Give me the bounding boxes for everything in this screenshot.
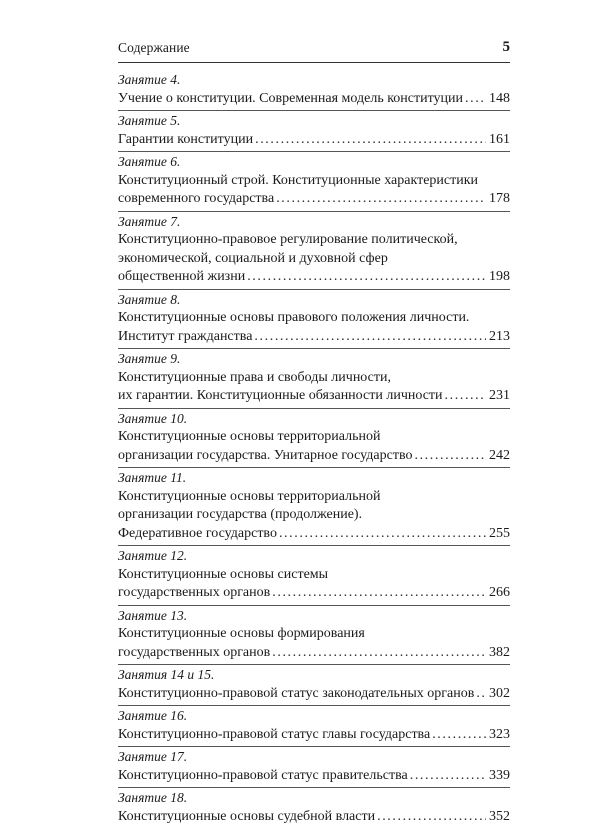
- header-rule: [118, 62, 510, 63]
- toc-entry: [118, 664, 510, 705]
- toc-entry-title-line: общественной жизни: [118, 269, 246, 284]
- toc-entry-title-line: Учение о конституции. Современная модель конституции: [118, 90, 464, 106]
- dot-leader: [279, 525, 486, 544]
- toc-entry-page-number: 255: [489, 525, 510, 541]
- toc-entry-label: Занятие 4.: [118, 72, 181, 87]
- dot-leader: [432, 726, 486, 745]
- toc-entry-title-line: современного государства: [118, 191, 275, 206]
- toc-entry-label: Занятие 8.: [118, 291, 181, 307]
- toc-entry-label: Занятие 18.: [118, 790, 188, 805]
- toc-entry-final-line: [118, 268, 510, 287]
- toc-entry-page-number: 242: [489, 447, 510, 463]
- dot-leader: [255, 131, 486, 150]
- toc-entry-final-line: [118, 387, 510, 406]
- toc-entry-page-number: 323: [489, 726, 510, 742]
- toc-entry-label: Занятие 10.: [118, 410, 188, 426]
- toc-entry-final-line: [118, 131, 510, 150]
- toc-entry-final-line: [118, 447, 510, 466]
- toc-entry-title-line: Гарантии конституции: [118, 131, 254, 147]
- toc-entry-label: Занятие 9.: [118, 351, 181, 366]
- toc-entry: [118, 71, 510, 110]
- toc-entry-final-line: [118, 808, 510, 827]
- toc-entry-label: Занятие 6.: [118, 154, 181, 169]
- toc-entry-page-number: 382: [489, 644, 510, 660]
- dot-leader: [272, 644, 486, 663]
- toc-entry-title-line: Конституционные основы судебной власти: [118, 808, 376, 824]
- toc-entry-title-line: государственных органов: [118, 644, 271, 660]
- toc-entry-page-number: 302: [489, 685, 510, 701]
- toc-entry-title-line: Институт гражданства: [118, 328, 253, 344]
- toc-entry: [118, 151, 510, 211]
- toc-entry-title-line: Конституционно-правовой статус главы государства: [118, 726, 431, 742]
- toc-entry-label: Занятие 13.: [118, 607, 188, 623]
- toc-entry-page-number: 161: [489, 131, 510, 147]
- toc-entry-final-line: [118, 685, 510, 704]
- toc-entry: [118, 408, 510, 468]
- toc-entry-title-line: Конституционные права и свободы личности,: [118, 369, 391, 385]
- toc-entry-final-line: [118, 726, 510, 745]
- dot-leader: [410, 767, 486, 786]
- toc-entry-page-number: 339: [489, 767, 510, 783]
- toc-entry-page-number: 213: [489, 328, 510, 344]
- toc-entry-page-number: 198: [489, 269, 510, 284]
- toc-entry: [118, 545, 510, 605]
- running-head: [118, 40, 510, 60]
- toc-entry: [118, 605, 510, 665]
- table-of-contents: [118, 71, 510, 828]
- toc-entry-page-number: 352: [489, 808, 510, 824]
- toc-entry-page-number: 266: [489, 585, 510, 600]
- toc-entry-title-line: Конституционные основы территориальной: [118, 429, 381, 444]
- toc-entry-label: Занятие 12.: [118, 548, 188, 563]
- toc-entry-title-line: Конституционные основы правового положения личности.: [118, 310, 470, 325]
- toc-entry-title-line: государственных органов: [118, 585, 271, 600]
- dot-leader: [465, 90, 486, 109]
- toc-entry: [118, 746, 510, 787]
- page-number: 5: [502, 39, 510, 55]
- toc-entry-label: Занятия 14 и 15.: [118, 667, 215, 682]
- dot-leader: [414, 447, 486, 466]
- toc-entry-final-line: [118, 767, 510, 786]
- toc-entry-title-line: Конституционно-правовой статус законодательных органов: [118, 685, 475, 701]
- toc-entry: [118, 289, 510, 349]
- toc-entry-title-line: Федеративное государство: [118, 525, 277, 541]
- toc-entry-title-line: организации государства (продолжение).: [118, 507, 363, 522]
- toc-entry-title-line: Конституционные основы системы: [118, 566, 329, 582]
- toc-entry: [118, 787, 510, 828]
- toc-entry-final-line: [118, 90, 510, 109]
- toc-entry-page-number: 178: [489, 191, 510, 206]
- toc-entry-final-line: [118, 525, 510, 544]
- toc-entry-page-number: 148: [489, 90, 510, 106]
- toc-entry: [118, 110, 510, 151]
- toc-entry-label: Занятие 11.: [118, 470, 187, 485]
- toc-entry-label: Занятие 5.: [118, 113, 181, 128]
- toc-entry-title-line: их гарантии. Конституционные обязанности личности: [118, 388, 443, 403]
- toc-entry-final-line: [118, 190, 510, 209]
- dot-leader: [377, 808, 486, 827]
- toc-entry: [118, 705, 510, 746]
- toc-entry-label: Занятие 7.: [118, 213, 181, 229]
- toc-entry: [118, 467, 510, 545]
- toc-entry-label: Занятие 16.: [118, 708, 188, 723]
- dot-leader: [272, 584, 486, 603]
- toc-entry-final-line: [118, 584, 510, 603]
- toc-entry-final-line: [118, 328, 510, 347]
- dot-leader: [254, 328, 486, 347]
- dot-leader: [445, 387, 486, 406]
- toc-entry-title-line: Конституционно-правовое регулирование политической,: [118, 232, 458, 247]
- toc-entry-label: Занятие 17.: [118, 749, 188, 764]
- toc-entry-title-line: Конституционные основы формирования: [118, 626, 365, 641]
- toc-entry-title-line: организации государства. Унитарное государство: [118, 447, 413, 463]
- running-title: Содержание: [118, 40, 190, 55]
- toc-entry-page-number: 231: [489, 388, 510, 403]
- toc-entry: [118, 211, 510, 289]
- dot-leader: [247, 268, 486, 287]
- toc-entry: [118, 348, 510, 408]
- toc-entry-title-line: Конституционно-правовой статус правительства: [118, 767, 408, 783]
- toc-entry-title-line: экономической, социальной и духовной сфер: [118, 250, 388, 266]
- toc-entry-final-line: [118, 644, 510, 663]
- dot-leader: [476, 685, 486, 704]
- toc-entry-title-line: Конституционные основы территориальной: [118, 488, 381, 504]
- dot-leader: [276, 190, 486, 209]
- toc-entry-title-line: Конституционный строй. Конституционные характеристики: [118, 172, 479, 188]
